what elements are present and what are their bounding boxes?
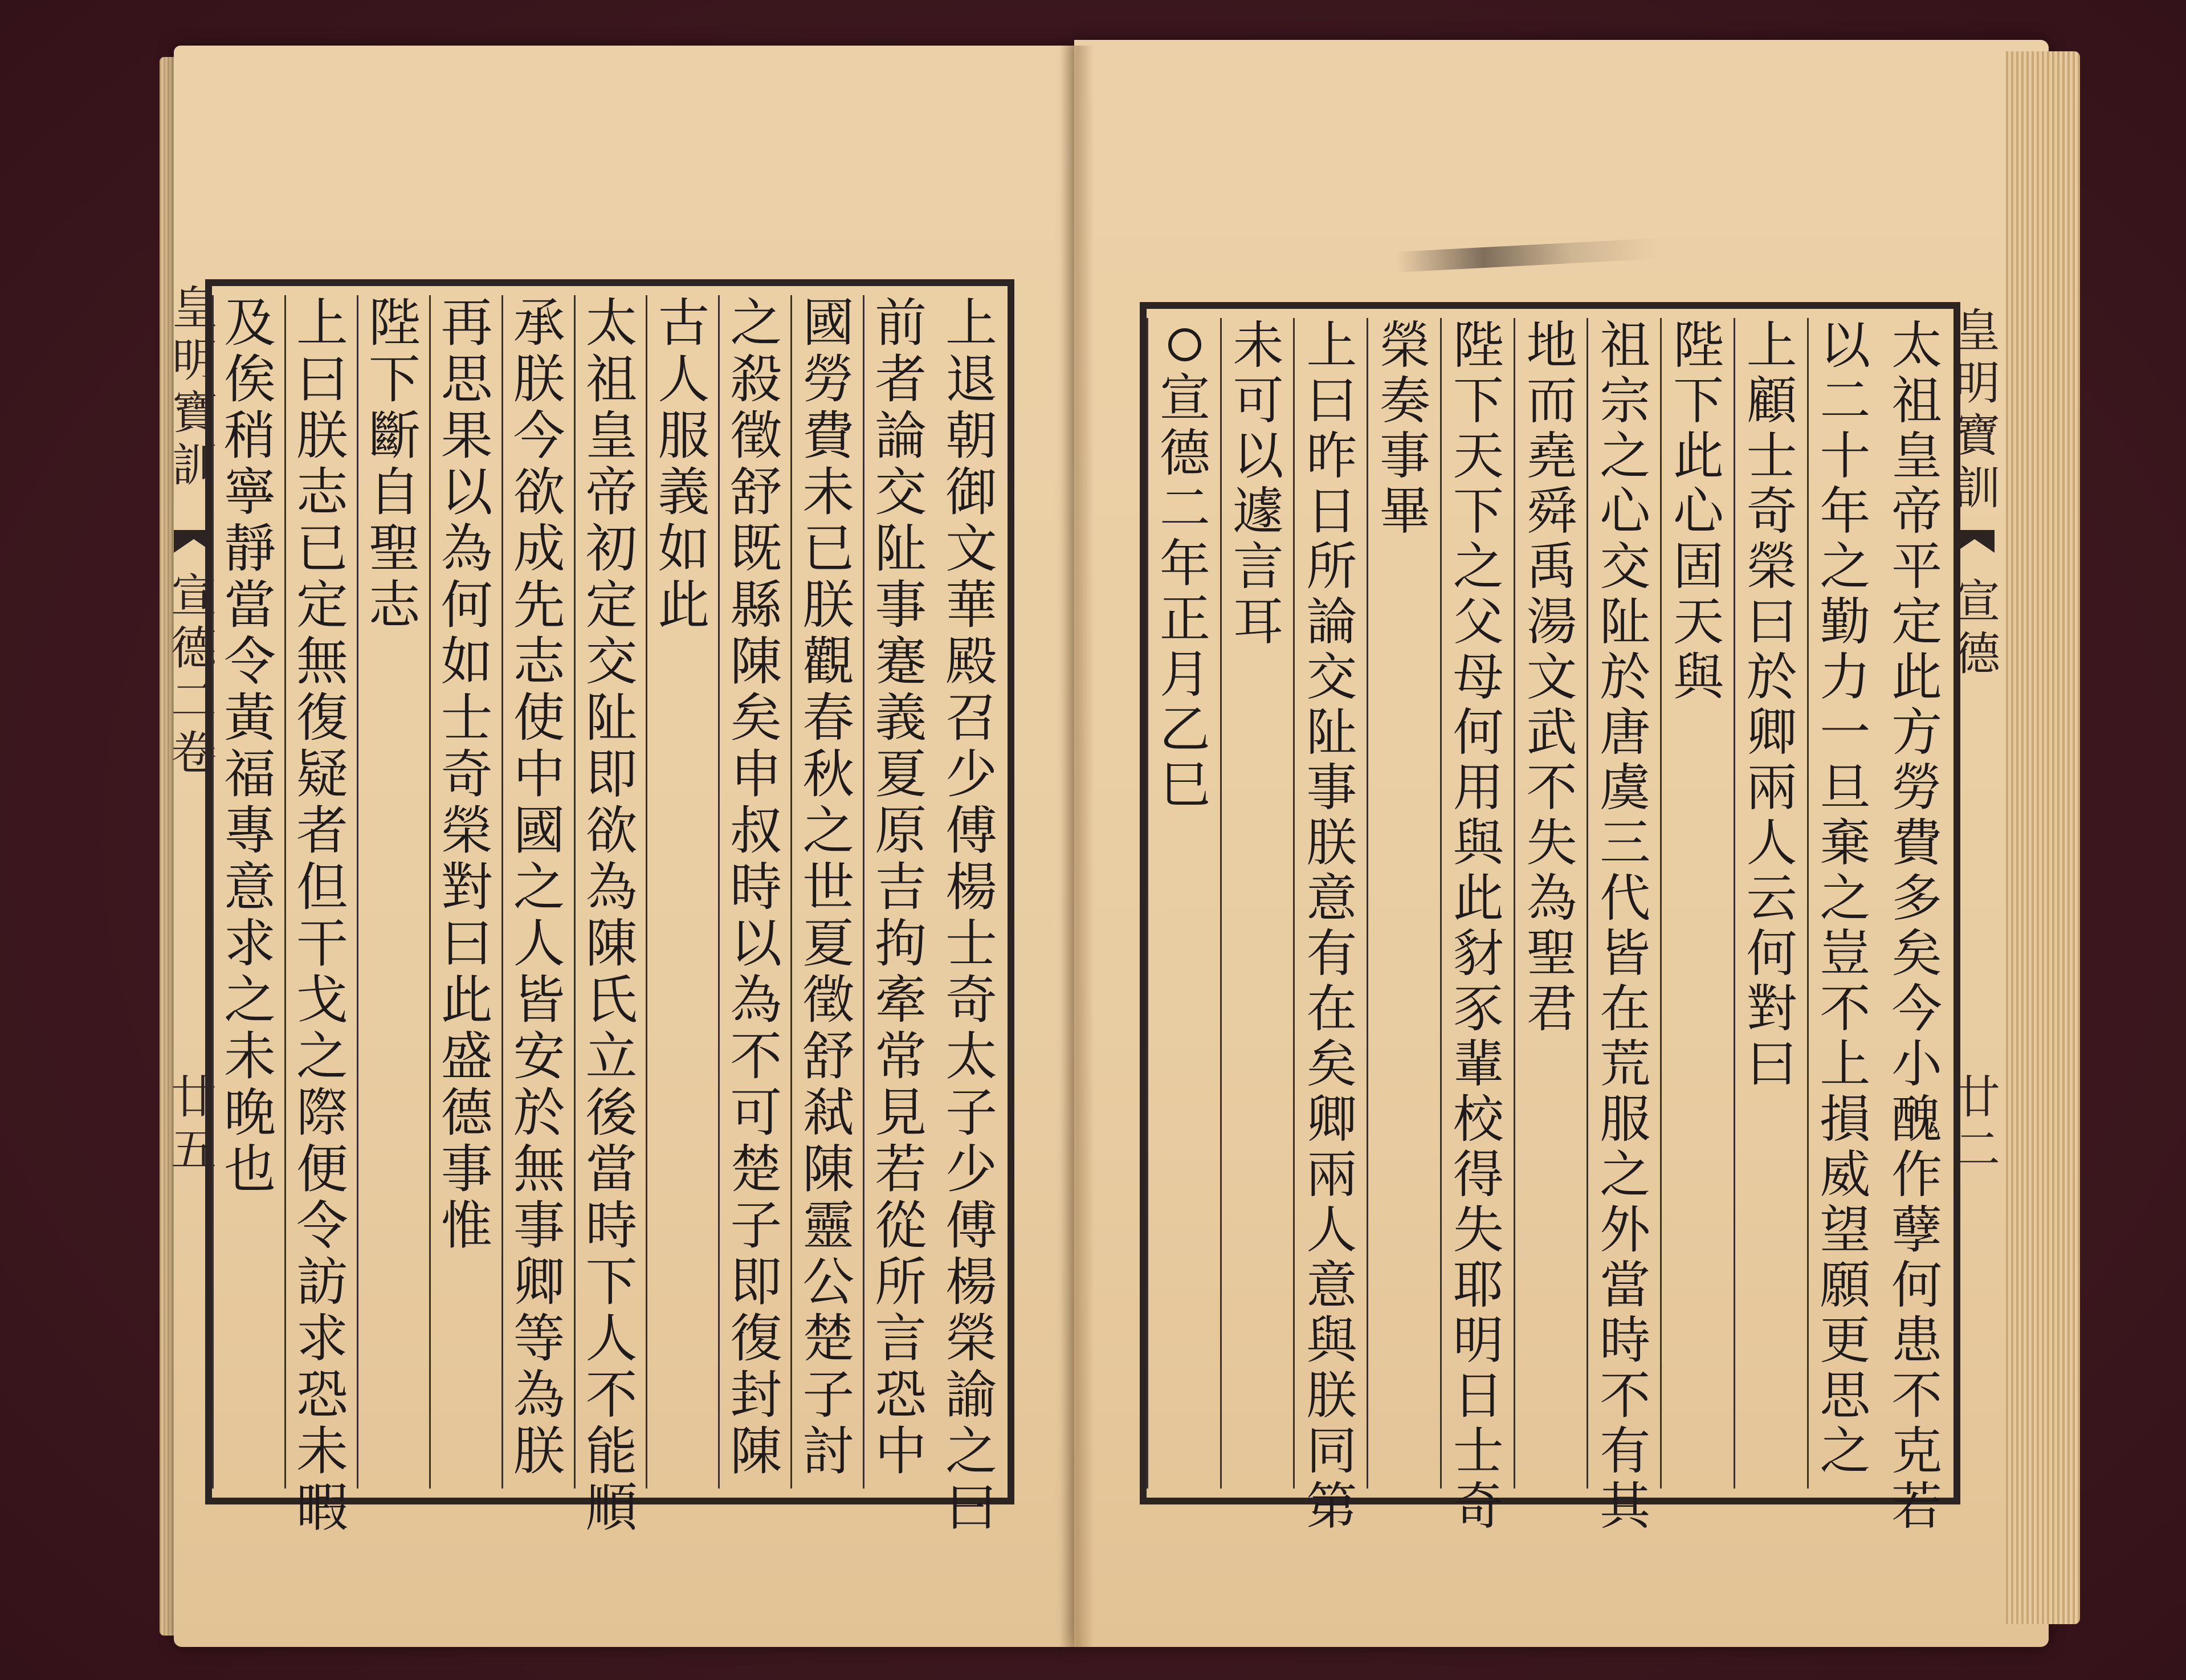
right-text-column: 陛 下 此 心 固 天 與 [1660, 318, 1735, 1489]
right-text-column: 未 可 以 遽 言 耳 [1220, 318, 1295, 1489]
right-margin-volume: 宣 德 [1955, 575, 2000, 680]
right-margin-folio: 廿 二 [1955, 1071, 2000, 1176]
right-text-column: 陛 下 天 下 之 父 母 何 用 與 此 豺 豕 輩 校 得 失 耶 明 日 士 奇 [1440, 318, 1515, 1489]
left-text-column: 古 人 服 義 如 此 [646, 295, 720, 1489]
left-text-column: 太 祖 皇 帝 初 定 交 阯 即 欲 為 陳 氏 立 後 當 時 下 人 不 能 順 [574, 295, 648, 1489]
left-text-column: 陛 下 斷 自 聖 志 [357, 295, 431, 1489]
right-text-column: 地 而 堯 舜 禹 湯 文 武 不 失 為 聖 君 [1514, 318, 1589, 1489]
left-text-column: 上 曰 朕 志 已 定 無 復 疑 者 但 干 戈 之 際 便 令 訪 求 恐 未 暇 [284, 295, 358, 1489]
left-text-column: 再 思 果 以 為 何 如 士 奇 榮 對 曰 此 盛 德 事 惟 [429, 295, 503, 1489]
right-text-column: 以 二 十 年 之 勤 力 一 旦 棄 之 豈 不 上 損 威 望 願 更 思 之 [1807, 318, 1882, 1489]
right-text-column: 上 曰 昨 日 所 論 交 阯 事 朕 意 有 在 矣 卿 兩 人 意 與 朕 同 第 [1293, 318, 1368, 1489]
right-text-column: 祖 宗 之 心 交 阯 於 唐 虞 三 代 皆 在 荒 服 之 外 當 時 不 有 其 [1587, 318, 1662, 1489]
book-gutter [1060, 46, 1094, 1647]
left-text-column: 國 勞 費 未 已 朕 觀 春 秋 之 世 夏 徵 舒 弒 陳 靈 公 楚 子 討 [790, 295, 864, 1489]
right-margin-title: 皇 明 寶 訓 [1955, 304, 2000, 515]
left-text-column: 上 退 朝 御 文 華 殿 召 少 傅 楊 士 奇 太 子 少 傅 楊 榮 諭 之 曰 [945, 293, 998, 1538]
left-margin-folio: 廿 五 [171, 1071, 217, 1176]
page-stack-right [2006, 51, 2080, 1624]
left-text-column: 之 殺 徵 舒 既 縣 陳 矣 申 叔 時 以 為 不 可 楚 子 即 復 封 陳 [718, 295, 792, 1489]
left-text-column: 及 俟 稍 寧 靜 當 令 黃 福 專 意 求 之 未 晚 也 [212, 295, 286, 1489]
right-text-column: 上 顧 士 奇 榮 曰 於 卿 兩 人 云 何 對 曰 [1734, 318, 1809, 1489]
right-text-column: 宣 德 二 年 正 月 乙 巳 [1147, 318, 1222, 1489]
left-margin-volume: 宣 德 二 卷 [171, 569, 217, 780]
right-text-column: 榮 奏 事 畢 [1367, 318, 1442, 1489]
left-text-column: 前 者 論 交 阯 事 蹇 義 夏 原 吉 拘 牽 常 見 若 從 所 言 恐 中 [863, 295, 937, 1489]
left-text-column: 承 朕 今 欲 成 先 志 使 中 國 之 人 皆 安 於 無 事 卿 等 為 朕 [501, 295, 576, 1489]
right-text-column: 太 祖 皇 帝 平 定 此 方 勞 費 多 矣 今 小 醜 作 孽 何 患 不 克 若 [1891, 316, 1943, 1536]
left-margin-title: 皇 明 寶 訓 [172, 282, 218, 492]
